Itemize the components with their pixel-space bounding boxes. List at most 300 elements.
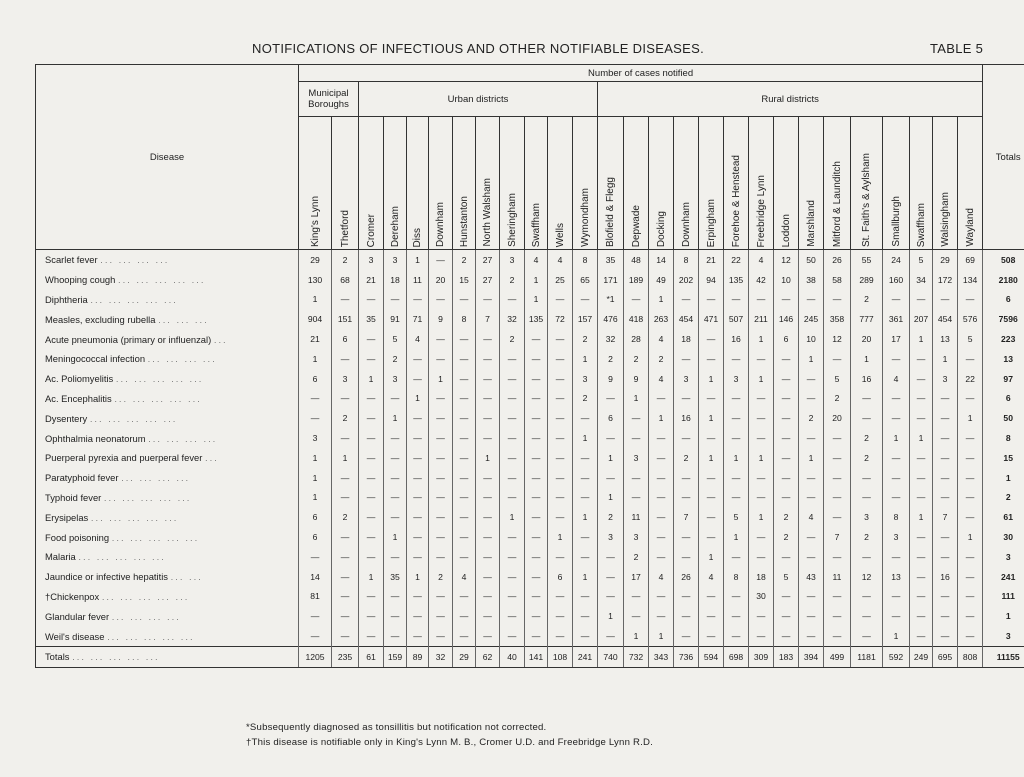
count-cell: —: [453, 547, 476, 567]
disease-name: Diphtheria: [45, 293, 88, 305]
table-row: [36, 468, 1024, 488]
disease-name: Meningococcal infection: [45, 353, 146, 365]
count-cell: —: [332, 488, 359, 508]
count-cell: —: [598, 428, 624, 448]
count-cell: —: [429, 349, 453, 369]
count-cell: —: [774, 408, 799, 428]
table-row: [36, 448, 1024, 468]
count-cell: 1: [407, 567, 429, 587]
count-cell: —: [910, 587, 933, 607]
count-cell: 171: [598, 270, 624, 290]
count-cell: —: [699, 626, 724, 646]
leader-dots: ... ... ... ... ...: [115, 373, 204, 385]
count-cell: —: [525, 448, 548, 468]
count-cell: —: [958, 428, 983, 448]
count-cell: —: [883, 468, 910, 488]
table-row: [36, 250, 1024, 270]
count-cell: —: [299, 408, 332, 428]
district-header: [958, 117, 983, 250]
count-cell: 2: [799, 408, 824, 428]
count-cell: —: [749, 547, 774, 567]
count-cell: 6: [332, 329, 359, 349]
district-header-label: Downham: [680, 201, 692, 247]
count-cell: 183: [774, 646, 799, 667]
district-header: [649, 117, 674, 250]
count-cell: 1: [299, 468, 332, 488]
count-cell: 235: [332, 646, 359, 667]
notifications-table: [35, 64, 1024, 668]
count-cell: —: [384, 389, 407, 409]
count-cell: —: [799, 587, 824, 607]
count-cell: 3: [500, 250, 525, 270]
count-cell: —: [453, 468, 476, 488]
count-cell: 5: [384, 329, 407, 349]
district-header: [933, 117, 958, 250]
count-cell: —: [476, 567, 500, 587]
count-cell: —: [724, 587, 749, 607]
count-cell: —: [573, 448, 598, 468]
disease-name-cell: [36, 428, 299, 448]
count-cell: —: [407, 349, 429, 369]
count-cell: —: [674, 468, 699, 488]
disease-name: Jaundice or infective hepatitis: [45, 571, 168, 583]
disease-name: Measles, excluding rubella: [45, 313, 156, 325]
count-cell: —: [933, 290, 958, 310]
count-cell: 17: [883, 329, 910, 349]
count-cell: 476: [598, 309, 624, 329]
count-cell: 1: [958, 527, 983, 547]
count-cell: 48: [624, 250, 649, 270]
count-cell: —: [407, 547, 429, 567]
count-cell: —: [910, 547, 933, 567]
count-cell: 4: [548, 250, 573, 270]
count-cell: —: [598, 389, 624, 409]
count-cell: —: [573, 587, 598, 607]
leader-dots: ... ... ...: [158, 313, 209, 325]
count-cell: 6: [774, 329, 799, 349]
row-total-cell: 11155: [983, 646, 1024, 667]
count-cell: —: [958, 567, 983, 587]
count-cell: 202: [674, 270, 699, 290]
disease-name-cell: [36, 448, 299, 468]
district-header-label: King's Lynn: [309, 195, 321, 247]
count-cell: —: [548, 290, 573, 310]
count-cell: 2: [851, 428, 883, 448]
count-cell: —: [724, 428, 749, 448]
district-header: [548, 117, 573, 250]
count-cell: —: [649, 428, 674, 448]
count-cell: 1: [699, 369, 724, 389]
district-header-label: Docking: [655, 210, 667, 247]
count-cell: —: [429, 290, 453, 310]
count-cell: —: [359, 408, 384, 428]
count-cell: —: [453, 527, 476, 547]
count-cell: —: [883, 488, 910, 508]
count-cell: —: [933, 448, 958, 468]
count-cell: —: [824, 428, 851, 448]
count-cell: —: [500, 468, 525, 488]
count-cell: —: [910, 626, 933, 646]
count-cell: 358: [824, 309, 851, 329]
count-cell: —: [573, 527, 598, 547]
count-cell: 5: [774, 567, 799, 587]
district-header-label: Downham: [435, 201, 446, 247]
count-cell: —: [958, 488, 983, 508]
count-cell: 13: [933, 329, 958, 349]
count-cell: 2: [332, 507, 359, 527]
count-cell: —: [429, 587, 453, 607]
count-cell: —: [500, 428, 525, 448]
count-cell: —: [749, 428, 774, 448]
count-cell: 736: [674, 646, 699, 667]
table-row: [36, 626, 1024, 646]
row-total-cell: 8: [983, 428, 1024, 448]
disease-name-cell: [36, 389, 299, 409]
disease-name-cell: [36, 547, 299, 567]
count-cell: —: [407, 606, 429, 626]
district-header-label: Mitford & Launditch: [831, 160, 843, 247]
count-cell: —: [384, 448, 407, 468]
count-cell: —: [624, 587, 649, 607]
count-cell: 146: [774, 309, 799, 329]
count-cell: 3: [332, 369, 359, 389]
count-cell: 32: [500, 309, 525, 329]
count-cell: —: [910, 606, 933, 626]
count-cell: —: [774, 547, 799, 567]
count-cell: —: [299, 626, 332, 646]
count-cell: —: [799, 606, 824, 626]
district-header-label: Thetford: [339, 209, 351, 247]
count-cell: 135: [525, 309, 548, 329]
count-cell: —: [548, 428, 573, 448]
count-cell: 15: [453, 270, 476, 290]
count-cell: —: [910, 567, 933, 587]
count-cell: —: [799, 468, 824, 488]
count-cell: 4: [799, 507, 824, 527]
count-cell: —: [384, 606, 407, 626]
row-total-cell: 97: [983, 369, 1024, 389]
count-cell: 1: [299, 448, 332, 468]
count-cell: —: [407, 290, 429, 310]
count-cell: —: [429, 448, 453, 468]
count-cell: 35: [384, 567, 407, 587]
count-cell: —: [384, 547, 407, 567]
count-cell: 159: [384, 646, 407, 667]
leader-dots: ... ... ... ... ...: [72, 651, 160, 663]
table-row: [36, 567, 1024, 587]
count-cell: —: [774, 349, 799, 369]
district-header-label: Swaffham: [530, 202, 542, 247]
count-cell: —: [476, 290, 500, 310]
count-cell: —: [824, 507, 851, 527]
count-cell: —: [749, 389, 774, 409]
district-header: [724, 117, 749, 250]
count-cell: 27: [476, 270, 500, 290]
leader-dots: ... ... ... ...: [100, 254, 170, 266]
count-cell: 29: [453, 646, 476, 667]
count-cell: —: [500, 389, 525, 409]
district-header: [851, 117, 883, 250]
count-cell: 20: [824, 408, 851, 428]
count-cell: —: [649, 448, 674, 468]
count-cell: 5: [824, 369, 851, 389]
count-cell: —: [332, 626, 359, 646]
count-cell: —: [774, 626, 799, 646]
count-cell: 2: [500, 329, 525, 349]
count-cell: —: [429, 468, 453, 488]
disease-name: Acute pneumonia (primary or influenzal): [45, 333, 212, 345]
count-cell: 1: [910, 428, 933, 448]
count-cell: 130: [299, 270, 332, 290]
count-cell: 55: [851, 250, 883, 270]
district-header-label: Forehoe & Henstead: [730, 154, 742, 247]
count-cell: —: [674, 428, 699, 448]
leader-dots: ... ... ... ... ...: [107, 630, 195, 642]
count-cell: —: [407, 468, 429, 488]
count-cell: 72: [548, 309, 573, 329]
count-cell: —: [910, 349, 933, 369]
count-cell: 2: [674, 448, 699, 468]
count-cell: 69: [958, 250, 983, 270]
count-cell: *1: [598, 290, 624, 310]
count-cell: 16: [674, 408, 699, 428]
count-cell: —: [548, 468, 573, 488]
count-cell: —: [476, 587, 500, 607]
count-cell: —: [933, 527, 958, 547]
count-cell: —: [525, 567, 548, 587]
count-cell: —: [359, 606, 384, 626]
count-cell: 1: [699, 408, 724, 428]
table-row: [36, 290, 1024, 310]
count-cell: —: [476, 488, 500, 508]
count-cell: 245: [799, 309, 824, 329]
disease-name-cell: [36, 646, 299, 667]
count-cell: —: [910, 290, 933, 310]
count-cell: —: [525, 606, 548, 626]
count-cell: —: [453, 507, 476, 527]
count-cell: 21: [359, 270, 384, 290]
count-cell: —: [799, 428, 824, 448]
count-cell: —: [332, 587, 359, 607]
count-cell: 289: [851, 270, 883, 290]
count-cell: —: [649, 527, 674, 547]
count-cell: —: [384, 587, 407, 607]
count-cell: —: [749, 290, 774, 310]
count-cell: —: [724, 606, 749, 626]
count-cell: —: [500, 448, 525, 468]
count-cell: 454: [933, 309, 958, 329]
count-cell: —: [525, 389, 548, 409]
row-total-cell: 2: [983, 488, 1024, 508]
count-cell: —: [774, 290, 799, 310]
count-cell: 25: [548, 270, 573, 290]
count-cell: 594: [699, 646, 724, 667]
district-header-label: Swaffham: [915, 202, 927, 247]
count-cell: —: [749, 527, 774, 547]
count-cell: 22: [724, 250, 749, 270]
count-cell: —: [548, 389, 573, 409]
count-cell: 12: [851, 567, 883, 587]
count-cell: 6: [299, 527, 332, 547]
count-cell: 135: [724, 270, 749, 290]
count-cell: —: [500, 606, 525, 626]
count-cell: —: [573, 468, 598, 488]
count-cell: —: [453, 349, 476, 369]
disease-name-cell: [36, 626, 299, 646]
table-row: [36, 587, 1024, 607]
count-cell: —: [799, 369, 824, 389]
row-total-cell: 2180: [983, 270, 1024, 290]
count-cell: —: [598, 626, 624, 646]
district-header-label: Blofield & Flegg: [605, 176, 616, 247]
count-cell: 151: [332, 309, 359, 329]
leader-dots: ... ... ... ... ...: [90, 293, 178, 305]
count-cell: —: [525, 587, 548, 607]
count-cell: 2: [624, 349, 649, 369]
table-row: [36, 507, 1024, 527]
count-cell: 62: [476, 646, 500, 667]
disease-name: Whooping cough: [45, 274, 116, 286]
leader-dots: ... ... ... ... ...: [111, 531, 200, 543]
count-cell: —: [407, 507, 429, 527]
count-cell: —: [407, 527, 429, 547]
count-cell: 94: [699, 270, 724, 290]
disease-name-cell: [36, 309, 299, 329]
count-cell: 16: [933, 567, 958, 587]
count-cell: —: [598, 587, 624, 607]
district-header-label: North Walsham: [482, 178, 493, 247]
count-cell: —: [649, 488, 674, 508]
count-cell: —: [824, 488, 851, 508]
count-cell: 1: [573, 428, 598, 448]
count-cell: 3: [359, 250, 384, 270]
count-cell: 17: [624, 567, 649, 587]
table-number: TABLE 5: [930, 41, 984, 56]
count-cell: 471: [699, 309, 724, 329]
count-cell: 10: [799, 329, 824, 349]
count-cell: 32: [429, 646, 453, 667]
row-total-cell: 111: [983, 587, 1024, 607]
district-header: [500, 117, 525, 250]
count-cell: 8: [724, 567, 749, 587]
count-cell: 3: [624, 527, 649, 547]
leader-dots: ...: [205, 452, 219, 464]
leader-dots: ... ... ... ... ...: [103, 491, 192, 503]
count-cell: —: [476, 507, 500, 527]
count-cell: —: [699, 527, 724, 547]
count-cell: 309: [749, 646, 774, 667]
count-cell: —: [573, 606, 598, 626]
count-cell: —: [883, 547, 910, 567]
count-cell: —: [749, 349, 774, 369]
count-cell: 16: [724, 329, 749, 349]
count-cell: —: [749, 488, 774, 508]
count-cell: —: [851, 468, 883, 488]
count-cell: 7: [933, 507, 958, 527]
table-row: [36, 389, 1024, 409]
count-cell: —: [359, 626, 384, 646]
district-header-label: Dereham: [389, 205, 401, 247]
count-cell: —: [799, 389, 824, 409]
district-header-label: Marshland: [805, 200, 817, 247]
district-header: [476, 117, 500, 250]
count-cell: 1205: [299, 646, 332, 667]
disease-name: Food poisoning: [45, 531, 110, 543]
count-cell: —: [883, 349, 910, 369]
count-cell: 12: [824, 329, 851, 349]
count-cell: —: [774, 606, 799, 626]
count-cell: 418: [624, 309, 649, 329]
count-cell: —: [699, 507, 724, 527]
count-cell: —: [824, 349, 851, 369]
count-cell: —: [910, 488, 933, 508]
leader-dots: ... ... ... ...: [147, 353, 217, 365]
district-header: [525, 117, 548, 250]
count-cell: 2: [624, 547, 649, 567]
count-cell: —: [429, 329, 453, 349]
count-cell: 1: [332, 448, 359, 468]
count-cell: —: [674, 606, 699, 626]
count-cell: —: [525, 626, 548, 646]
footnote-dagger: †This disease is notifiable only in King's Lynn M. B., Cromer U.D. and Freebridge Lynn R.D.: [246, 737, 653, 748]
count-cell: —: [429, 250, 453, 270]
count-cell: 1: [500, 507, 525, 527]
count-cell: —: [453, 606, 476, 626]
count-cell: 576: [958, 309, 983, 329]
count-cell: —: [624, 468, 649, 488]
count-cell: —: [548, 448, 573, 468]
district-header: [332, 117, 359, 250]
district-header-label: Wymondham: [579, 188, 591, 247]
district-header: [573, 117, 598, 250]
disease-name-cell: [36, 567, 299, 587]
count-cell: 14: [299, 567, 332, 587]
rural-districts-header: Rural districts: [598, 82, 983, 117]
count-cell: 27: [476, 250, 500, 270]
disease-name: Dysentery: [45, 412, 88, 424]
count-cell: 2: [851, 527, 883, 547]
count-cell: —: [548, 547, 573, 567]
count-cell: —: [548, 408, 573, 428]
count-cell: —: [429, 488, 453, 508]
count-cell: —: [525, 408, 548, 428]
count-cell: 2: [429, 567, 453, 587]
count-cell: —: [332, 527, 359, 547]
count-cell: 141: [525, 646, 548, 667]
count-cell: —: [384, 428, 407, 448]
leader-dots: ... ... ... ...: [121, 472, 191, 484]
row-total-cell: 61: [983, 507, 1024, 527]
count-cell: —: [598, 567, 624, 587]
disease-name: †Chickenpox: [45, 590, 100, 602]
count-cell: 904: [299, 309, 332, 329]
leader-dots: ... ... ... ...: [148, 432, 218, 444]
table-row: [36, 428, 1024, 448]
count-cell: 2: [824, 389, 851, 409]
count-cell: —: [799, 290, 824, 310]
count-cell: —: [883, 448, 910, 468]
count-cell: 89: [407, 646, 429, 667]
count-cell: 134: [958, 270, 983, 290]
count-cell: —: [476, 349, 500, 369]
count-cell: —: [958, 587, 983, 607]
count-cell: —: [384, 488, 407, 508]
count-cell: 1: [649, 626, 674, 646]
count-cell: 808: [958, 646, 983, 667]
count-cell: —: [429, 408, 453, 428]
count-cell: 3: [933, 369, 958, 389]
count-cell: —: [958, 606, 983, 626]
